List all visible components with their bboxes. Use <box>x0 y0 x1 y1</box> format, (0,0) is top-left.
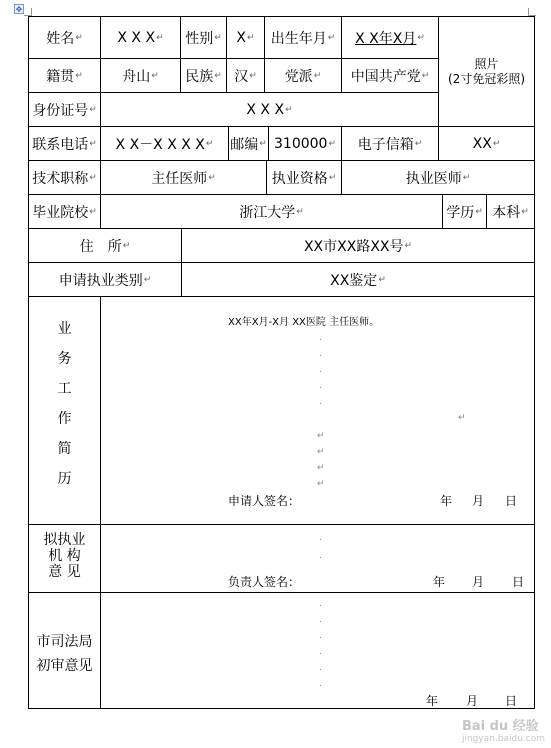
party-label: 党派 ↵ <box>284 68 322 85</box>
bureau-date-day: 日 <box>505 694 518 708</box>
ethnicity-value: 汉 ↵ <box>234 68 257 85</box>
resume-date-day: 日 <box>505 494 518 508</box>
institution-paragraph-mark: . <box>319 551 322 561</box>
crop-mark-top-right <box>528 8 536 16</box>
zip-value: 310000 ↵ <box>274 135 336 152</box>
native-place-value: 舟山 ↵ <box>122 68 159 85</box>
institution-opinion-label: 拟执业 机 构 意 见 <box>43 532 86 580</box>
gender-value: X ↵ <box>236 29 255 46</box>
resume-date-month: 月 <box>472 494 485 508</box>
baidu-watermark: Bai du 经验 jingyan.baidu.com <box>461 719 545 744</box>
email-label: 电子信箱 ↵ <box>357 136 423 153</box>
qualification-label: 执业资格 ↵ <box>271 170 337 187</box>
institution-date-day: 日 <box>512 575 525 589</box>
phone-label: 联系电话 ↵ <box>32 136 97 153</box>
birth-label: 出生年月 ↵ <box>270 30 336 47</box>
bureau-opinion-label: 市司法局 初审意见 <box>36 634 93 674</box>
resume-label: 业 务 工 作 简 历 <box>57 321 72 487</box>
party-value: 中国共产党 ↵ <box>350 68 430 85</box>
institution-paragraph-mark: . <box>319 533 322 543</box>
photo-placeholder <box>439 17 534 126</box>
institution-date-year: 年 <box>433 575 446 589</box>
tech-title-value: 主任医师 ↵ <box>151 170 216 187</box>
education-value: 本科 ↵ <box>492 204 529 221</box>
id-number-label: 身份证号 ↵ <box>32 102 97 119</box>
applicant-signature-label: 申请人签名： <box>228 494 301 508</box>
phone-value: X X－X X X X ↵ <box>115 136 214 153</box>
ethnicity-label: 民族 ↵ <box>185 68 222 85</box>
bureau-date-year: 年 <box>426 694 439 708</box>
table-move-handle[interactable]: ✥ <box>15 5 23 14</box>
address-value: XX市XX路XX号 ↵ <box>303 238 413 255</box>
gender-label: 性别 ↵ <box>185 30 222 47</box>
crop-mark-top-left <box>24 8 32 16</box>
photo-size-note: (2寸免冠彩照) <box>448 71 525 86</box>
practice-type-value: XX鉴定 ↵ <box>330 272 386 289</box>
education-label: 学历 ↵ <box>446 204 483 221</box>
practice-type-label: 申请执业类别 ↵ <box>58 272 152 289</box>
tech-title-label: 技术职称 ↵ <box>32 170 97 187</box>
email-value: XX ↵ <box>472 135 501 152</box>
id-number-value: X X X ↵ <box>246 101 293 118</box>
name-value: X X X ↵ <box>117 29 164 46</box>
name-label: 姓名 ↵ <box>46 30 83 47</box>
school-value: 浙江大学 ↵ <box>239 204 304 221</box>
zip-label: 邮编 ↵ <box>230 136 267 153</box>
resume-date-year: 年 <box>440 494 453 508</box>
institution-date-month: 月 <box>472 575 485 589</box>
qualification-value: 执业医师 ↵ <box>405 170 471 187</box>
birth-value: X X年X月 ↵ <box>355 30 425 47</box>
supervisor-signature-label: 负责人签名： <box>228 575 301 589</box>
resume-entry: XX年X月-X月 XX医院 主任医师。 <box>228 317 380 328</box>
school-label: 毕业院校 ↵ <box>32 204 97 221</box>
address-label: 住 所 ↵ <box>79 238 131 255</box>
photo-label: 照片 <box>474 56 499 71</box>
native-place-label: 籍贯 ↵ <box>46 68 83 85</box>
bureau-date-month: 月 <box>466 694 479 708</box>
